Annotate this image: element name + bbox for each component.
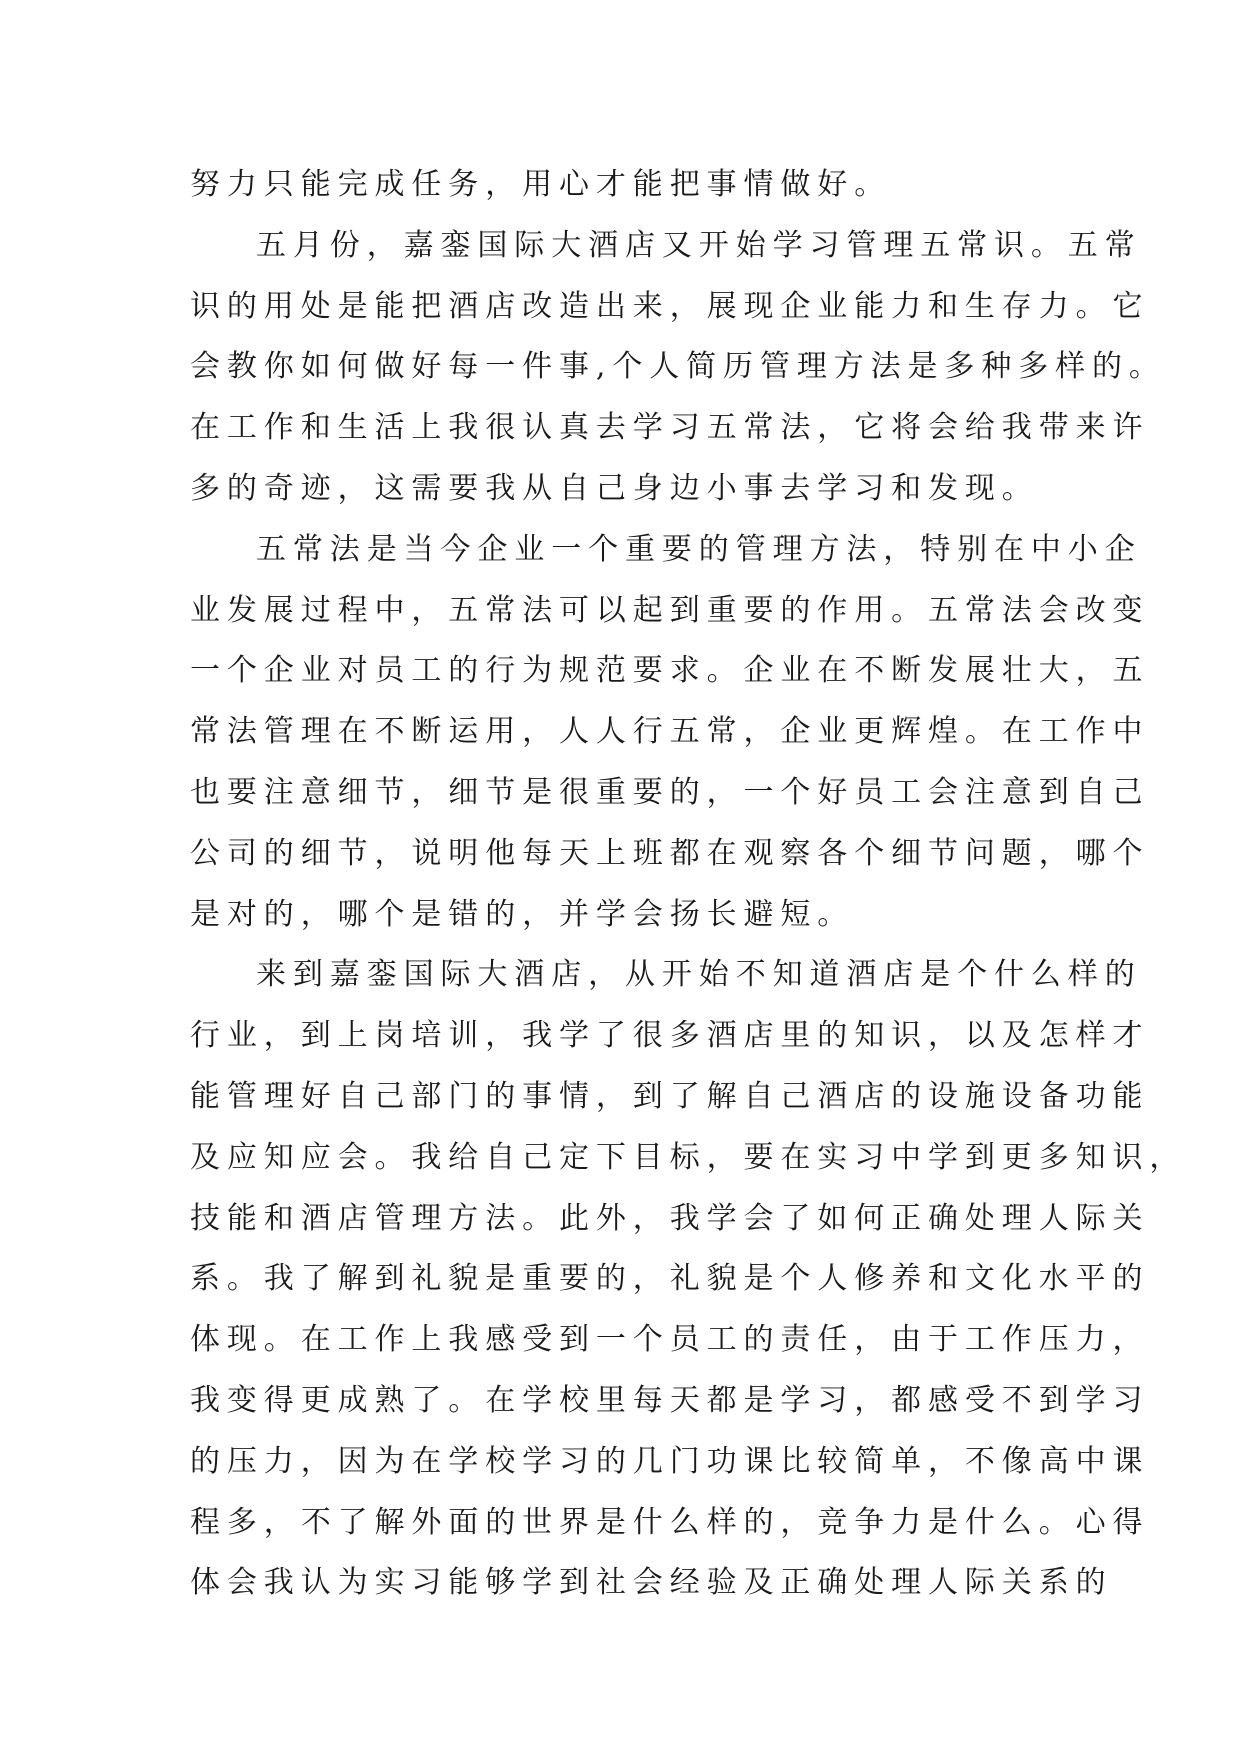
text-line: 努力只能完成任务，用心才能把事情做好。 <box>190 167 892 202</box>
text-line: 体会我认为实习能够学到社会经验及正确处理人际关系的 <box>190 1565 1113 1601</box>
text-line: 是对的，哪个是错的，并学会扬长避短。 <box>190 896 855 932</box>
text-line: 技能和酒店管理方法。此外，我学会了如何正确处理人际关 <box>190 1200 1150 1236</box>
text-line: 程多，不了解外面的世界是什么样的，竞争力是什么。心得 <box>190 1504 1150 1540</box>
text-line: 行业，到上岗培训，我学了很多酒店里的知识，以及怎样才 <box>190 1018 1150 1054</box>
text-line: 在工作和生活上我很认真去学习五常法，它将会给我带来许 <box>190 410 1150 446</box>
text-line: 及应知应会。我给自己定下目标，要在实习中学到更多知识， <box>190 1139 1187 1175</box>
text-line: 的压力，因为在学校学习的几门功课比较简单，不像高中课 <box>190 1443 1150 1479</box>
text-line: 常法管理在不断运用，人人行五常，企业更辉煌。在工作中 <box>190 714 1150 750</box>
text-line: 公司的细节，说明他每天上班都在观察各个细节问题，哪个 <box>190 835 1150 871</box>
text-line: 系。我了解到礼貌是重要的，礼貌是个人修养和文化水平的 <box>190 1261 1150 1297</box>
text-line: 五月份，嘉銮国际大酒店又开始学习管理五常识。五常 <box>256 227 1142 263</box>
text-line: 一个企业对员工的行为规范要求。企业在不断发展壮大，五 <box>190 653 1150 689</box>
text-line: 我变得更成熟了。在学校里每天都是学习，都感受不到学习 <box>190 1382 1150 1418</box>
text-line: 会教你如何做好每一件事,个人简历管理方法是多种多样的。 <box>190 349 1166 385</box>
text-line: 五常法是当今企业一个重要的管理方法，特别在中小企 <box>256 531 1142 567</box>
text-line: 来到嘉銮国际大酒店，从开始不知道酒店是个什么样的 <box>256 957 1142 993</box>
text-line: 能管理好自己部门的事情，到了解自己酒店的设施设备功能 <box>190 1078 1150 1114</box>
text-line: 也要注意细节，细节是很重要的，一个好员工会注意到自己 <box>190 774 1150 810</box>
text-line: 多的奇迹，这需要我从自己身边小事去学习和发现。 <box>190 470 1039 506</box>
text-line: 识的用处是能把酒店改造出来，展现企业能力和生存力。它 <box>190 288 1150 324</box>
text-line: 体现。在工作上我感受到一个员工的责任，由于工作压力， <box>190 1322 1150 1358</box>
text-line: 业发展过程中，五常法可以起到重要的作用。五常法会改变 <box>190 592 1150 628</box>
document-body <box>190 155 1187 1614</box>
